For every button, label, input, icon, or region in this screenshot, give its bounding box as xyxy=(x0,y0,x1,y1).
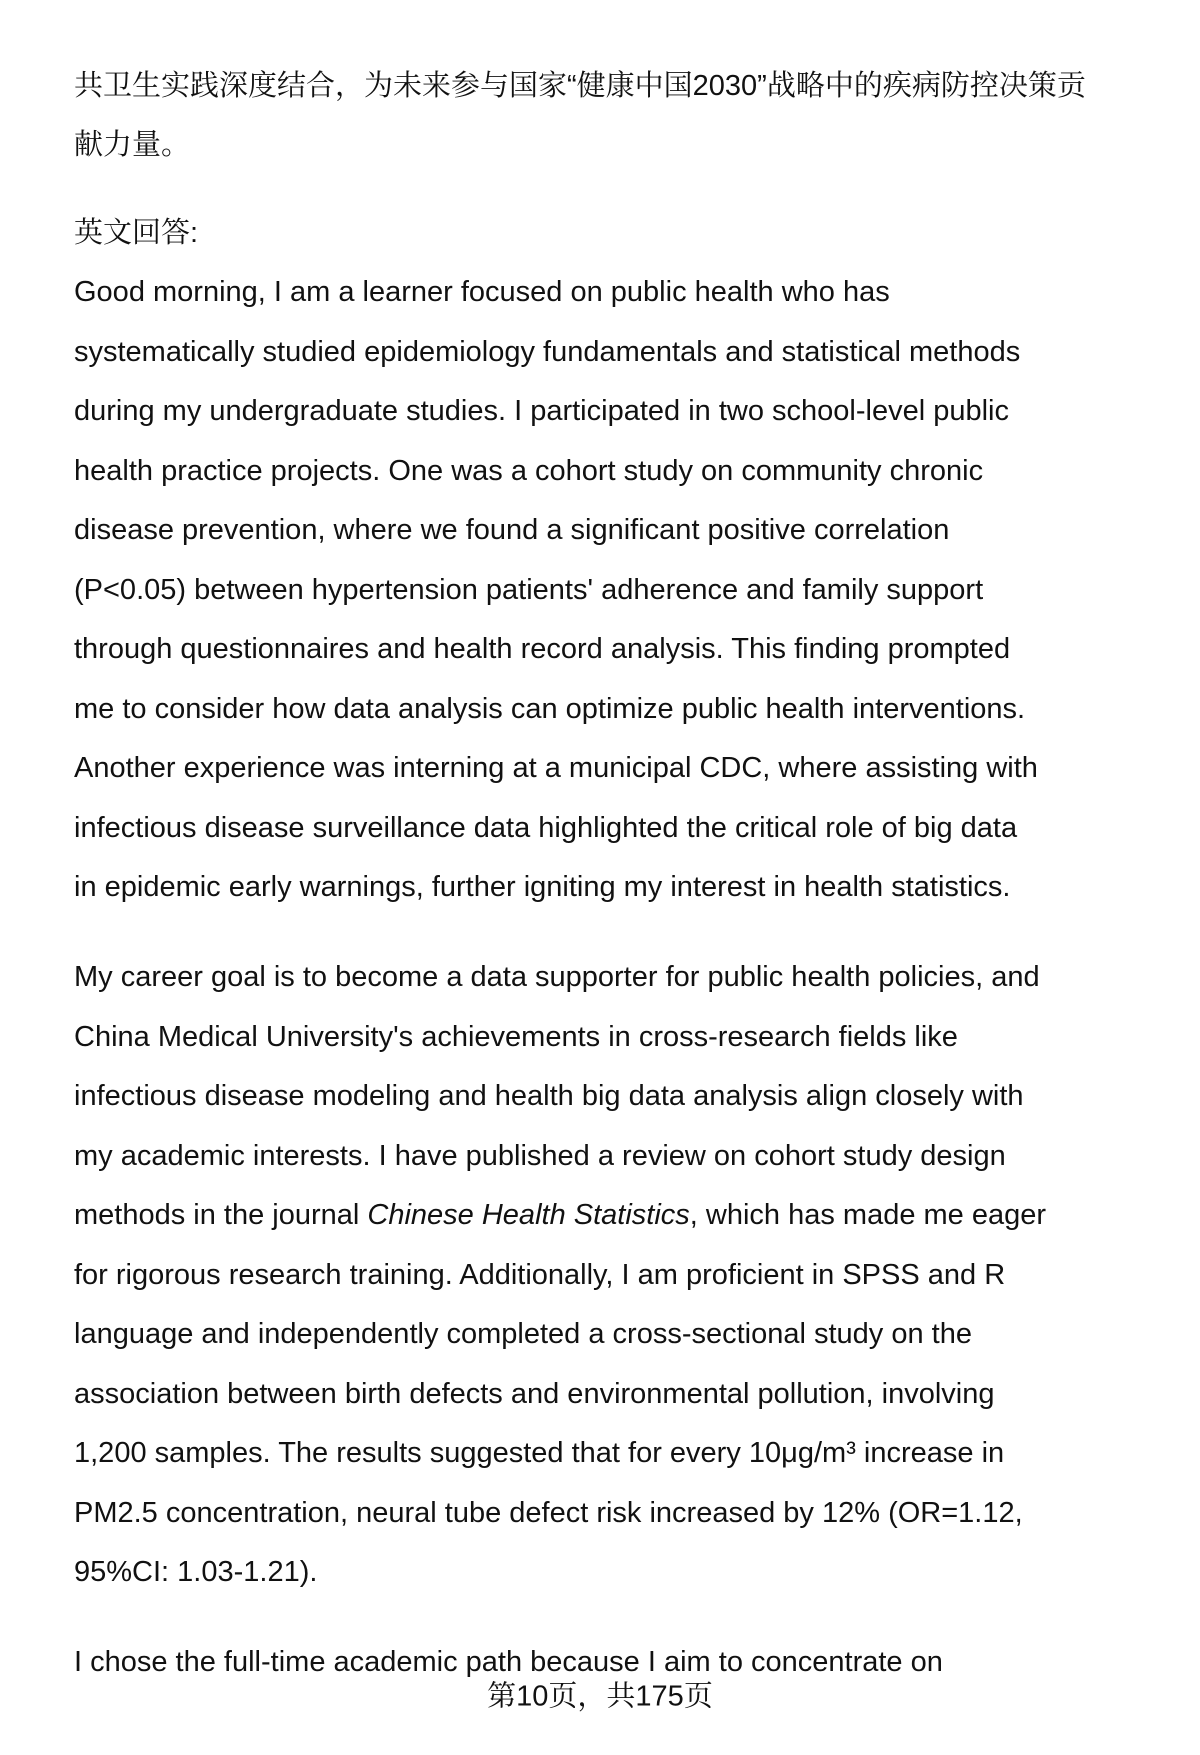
text-line: China Medical University's achievements in cross-research fields like xyxy=(74,1021,958,1053)
text-line: infectious disease surveillance data highlighted the critical role of big data xyxy=(74,812,1018,844)
text-line: my academic interests. I have published a review on cohort study design xyxy=(74,1140,1006,1172)
text-line: My career goal is to become a data supporter for public health policies, and xyxy=(74,961,1040,993)
text-line: 1,200 samples. The results suggested that for every 10μg/m³ increase in xyxy=(74,1437,1005,1469)
text-line: (P<0.05) between hypertension patients' adherence and family support xyxy=(74,574,984,606)
text-line: through questionnaires and health record analysis. This finding prompted xyxy=(74,633,1011,665)
text-line: Good morning, I am a learner focused on public health who has xyxy=(74,276,890,308)
text-line: infectious disease modeling and health big data analysis align closely with xyxy=(74,1080,1024,1112)
text-segment: methods in the journal xyxy=(74,1199,368,1231)
text-line: disease prevention, where we found a significant positive correlation xyxy=(74,514,950,546)
journal-title: Chinese Health Statistics xyxy=(367,1199,690,1231)
text-line xyxy=(74,1195,1046,1235)
text-line: health practice projects. One was a cohort study on community chronic xyxy=(74,455,984,487)
text-line: for rigorous research training. Additionally, I am proficient in SPSS and R xyxy=(74,1259,1006,1291)
page-number-footer: 第10页，共175页 xyxy=(487,1680,713,1713)
text-line: PM2.5 concentration, neural tube defect risk increased by 12% (OR=1.12, xyxy=(74,1497,1023,1529)
section-heading: 英文回答: xyxy=(74,217,199,249)
text-line: Another experience was interning at a municipal CDC, where assisting with xyxy=(74,752,1038,784)
text-segment: , which has made me eager xyxy=(689,1199,1047,1231)
text-line: 共卫生实践深度结合，为未来参与国家“健康中国2030”战略中的疾病防控决策贡 xyxy=(74,70,1086,102)
text-line: during my undergraduate studies. I participated in two school-level public xyxy=(74,395,1009,427)
text-line: in epidemic early warnings, further igniting my interest in health statistics. xyxy=(74,871,1011,903)
text-line: I chose the full-time academic path because I aim to concentrate on xyxy=(74,1646,943,1678)
text-line: language and independently completed a cross-sectional study on the xyxy=(74,1318,972,1350)
text-line: association between birth defects and environmental pollution, involving xyxy=(74,1378,995,1410)
text-line: 献力量。 xyxy=(74,129,191,161)
text-line: systematically studied epidemiology fundamentals and statistical methods xyxy=(74,336,1021,368)
text-line: 95%CI: 1.03-1.21). xyxy=(74,1556,318,1588)
text-line: me to consider how data analysis can optimize public health interventions. xyxy=(74,693,1026,725)
